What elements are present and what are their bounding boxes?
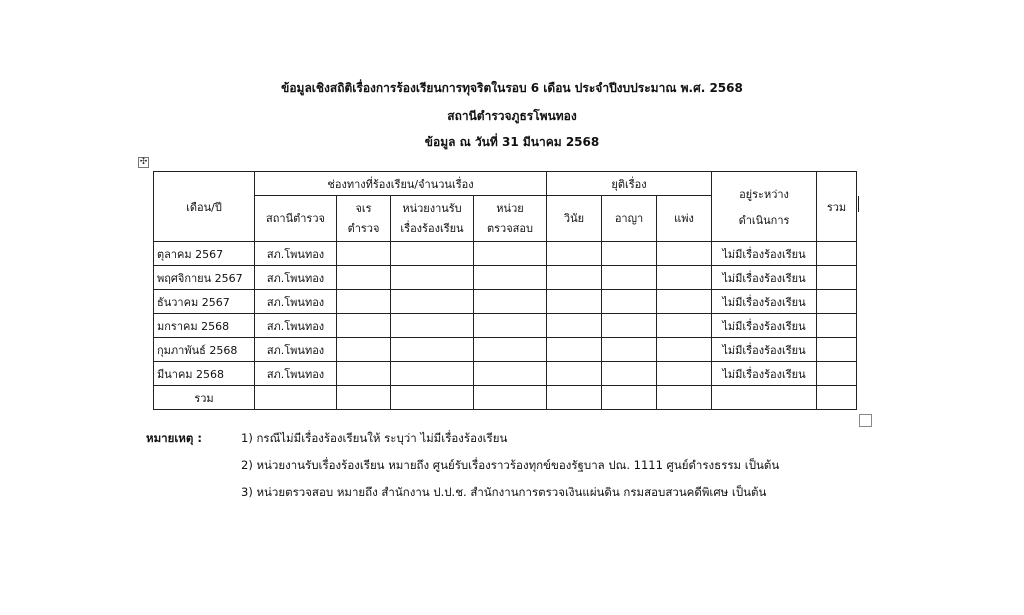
header-station: สถานีตำรวจ	[255, 196, 337, 242]
row-station: สภ.โพนทอง	[255, 266, 337, 290]
table-move-handle-icon[interactable]: ✣	[139, 157, 148, 167]
row-month: กุมภาพันธ์ 2568	[154, 338, 255, 362]
header-complaint-unit: หน่วยงานรับ เรื่องร้องเรียน	[391, 196, 474, 242]
table-row	[154, 338, 857, 362]
header-audit-unit: หน่วย ตรวจสอบ	[474, 196, 547, 242]
total-row-label: รวม	[154, 386, 255, 410]
header-total: รวม	[817, 172, 857, 242]
table-row	[154, 314, 857, 338]
table-row	[154, 362, 857, 386]
row-station: สภ.โพนทอง	[255, 338, 337, 362]
row-station: สภ.โพนทอง	[255, 362, 337, 386]
header-civil: แพ่ง	[657, 196, 712, 242]
table-resize-handle-icon[interactable]	[859, 414, 872, 427]
row-month: ธันวาคม 2567	[154, 290, 255, 314]
station-name: สถานีตำรวจภูธรโพนทอง	[447, 109, 577, 123]
row-status: ไม่มีเรื่องร้องเรียน	[712, 314, 817, 338]
document-title: ข้อมูลเชิงสถิติเรื่องการร้องเรียนการทุจริตในรอบ 6 เดือน ประจำปีงบประมาณ พ.ศ. 2568	[281, 81, 743, 95]
data-date: ข้อมูล ณ วันที่ 31 มีนาคม 2568	[424, 135, 600, 149]
row-station: สภ.โพนทอง	[255, 242, 337, 266]
header-resolved: ยุติเรื่อง	[547, 172, 712, 196]
header-police-inspector: จเร ตำรวจ	[337, 196, 391, 242]
note-item: 1) กรณีไม่มีเรื่องร้องเรียนให้ ระบุว่า ไม่มีเรื่องร้องเรียน	[241, 431, 508, 445]
table-total-row	[154, 386, 857, 410]
header-month: เดือน/ปี	[154, 172, 255, 242]
header-channels: ช่องทางที่ร้องเรียน/จำนวนเรื่อง	[255, 172, 547, 196]
complaint-statistics-table	[153, 171, 857, 410]
note-item: 2) หน่วยงานรับเรื่องร้องเรียน หมายถึง ศูนย์รับเรื่องราวร้องทุกข์ของรัฐบาล ปณ. 1111 ศูนย์ดำรงธรรม เป็นต้น	[241, 458, 780, 472]
header-criminal: อาญา	[602, 196, 657, 242]
row-station: สภ.โพนทอง	[255, 290, 337, 314]
row-month: พฤศจิกายน 2567	[154, 266, 255, 290]
row-status: ไม่มีเรื่องร้องเรียน	[712, 266, 817, 290]
row-status: ไม่มีเรื่องร้องเรียน	[712, 338, 817, 362]
row-status: ไม่มีเรื่องร้องเรียน	[712, 290, 817, 314]
table-row	[154, 242, 857, 266]
header-discipline: วินัย	[547, 196, 602, 242]
table-row	[154, 290, 857, 314]
header-in-progress: อยู่ระหว่าง ดำเนินการ	[712, 172, 817, 242]
text-cursor	[858, 196, 859, 212]
note-item: 3) หน่วยตรวจสอบ หมายถึง สำนักงาน ป.ป.ช. สำนักงานการตรวจเงินแผ่นดิน กรมสอบสวนคดีพิเศษ เป็นต้น	[241, 485, 767, 499]
row-month: มีนาคม 2568	[154, 362, 255, 386]
row-month: ตุลาคม 2567	[154, 242, 255, 266]
row-status: ไม่มีเรื่องร้องเรียน	[712, 242, 817, 266]
row-station: สภ.โพนทอง	[255, 314, 337, 338]
row-status: ไม่มีเรื่องร้องเรียน	[712, 362, 817, 386]
row-month: มกราคม 2568	[154, 314, 255, 338]
notes-label: หมายเหตุ :	[146, 431, 202, 445]
table-row	[154, 266, 857, 290]
